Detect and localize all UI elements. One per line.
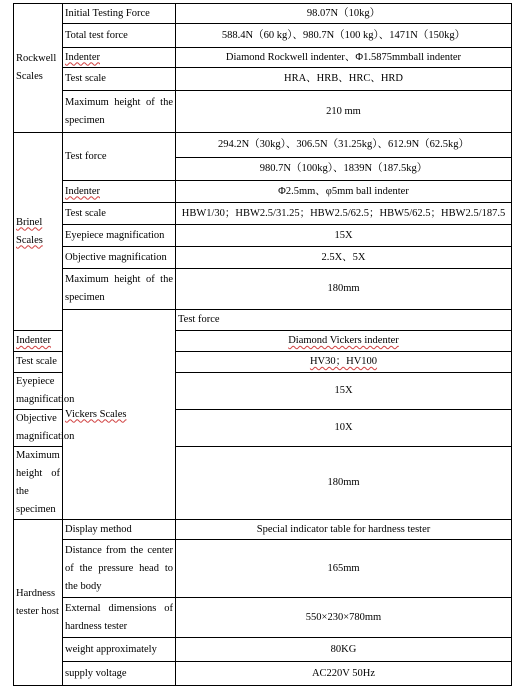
group-brinel: Brinel Scales xyxy=(14,133,63,331)
row-value: HRA、HRB、HRC、HRD xyxy=(176,68,512,91)
row-value: 980.7N（100kg）、1839N（187.5kg） xyxy=(176,158,512,181)
row-value: 98.07N（10kg） xyxy=(176,4,512,24)
table-row xyxy=(14,24,512,48)
table-row xyxy=(14,310,512,331)
row-label: Total test force xyxy=(63,24,176,48)
row-value: 2.5X、5X xyxy=(176,247,512,269)
row-label: Eyepiece magnification xyxy=(14,373,63,410)
row-value: Φ2.5mm、φ5mm ball indenter xyxy=(176,181,512,203)
row-value: AC220V 50Hz xyxy=(176,662,512,686)
table-row xyxy=(14,4,512,24)
table-row xyxy=(14,662,512,686)
row-value: 180mm xyxy=(176,269,512,310)
table-row xyxy=(14,540,512,598)
row-label xyxy=(63,48,176,68)
table-row xyxy=(14,269,512,310)
row-value: 15X xyxy=(176,225,512,247)
table-row xyxy=(14,68,512,91)
row-label: Objective magnification xyxy=(14,410,63,447)
row-value: Diamond Rockwell indenter、Φ1.5875mmball indenter xyxy=(176,48,512,68)
row-value: HBW1/30；HBW2.5/31.25；HBW2.5/62.5；HBW5/62.5；HBW2.5/187.5 xyxy=(176,203,512,225)
table-row xyxy=(14,181,512,203)
row-label: Display method xyxy=(63,520,176,540)
row-value: 588.4N（60 kg）、980.7N（100 kg）、1471N（150kg） xyxy=(176,24,512,48)
indenter-label: Indenter xyxy=(65,51,100,63)
table-row xyxy=(14,225,512,247)
row-value: 294.2N（30kg）、306.5N（31.25kg）、612.9N（62.5kg） xyxy=(176,133,512,158)
row-value: Diamond Vickers indenter xyxy=(176,331,512,352)
row-value: 550×230×780mm xyxy=(176,598,512,638)
row-value: 180mm xyxy=(176,447,512,520)
row-label: weight approximately xyxy=(63,638,176,662)
row-label xyxy=(14,331,63,352)
table-row xyxy=(14,247,512,269)
row-value: HV30；HV100 xyxy=(176,352,512,373)
row-value: 80KG xyxy=(176,638,512,662)
table-row xyxy=(14,203,512,225)
group-host: Hardness tester host xyxy=(14,520,63,686)
table-row xyxy=(14,91,512,133)
row-value: 10X xyxy=(176,410,512,447)
indenter-label: Indenter xyxy=(65,185,100,197)
row-label: Test scale xyxy=(63,203,176,225)
row-label: External dimensions of hardness tester xyxy=(63,598,176,638)
table-row xyxy=(14,133,512,158)
row-value: 15X xyxy=(176,373,512,410)
row-label: Test force xyxy=(63,133,176,181)
row-value: 210 mm xyxy=(176,91,512,133)
spec-table xyxy=(13,3,512,686)
row-label: Eyepiece magnification xyxy=(63,225,176,247)
row-label: Test scale xyxy=(63,68,176,91)
group-rockwell: Rockwell Scales xyxy=(14,4,63,133)
row-value: Special indicator table for hardness tester xyxy=(176,520,512,540)
row-label xyxy=(63,181,176,203)
row-label: Maximum height of the specimen xyxy=(63,269,176,310)
group-vickers: Vickers Scales xyxy=(63,310,176,520)
table-row xyxy=(14,638,512,662)
row-label: Objective magnification xyxy=(63,247,176,269)
row-value: 165mm xyxy=(176,540,512,598)
row-label: Maximum height of the specimen xyxy=(14,447,63,520)
table-row xyxy=(14,48,512,68)
row-label: Test scale xyxy=(14,352,63,373)
row-label: supply voltage xyxy=(63,662,176,686)
table-row xyxy=(14,598,512,638)
table-row xyxy=(14,520,512,540)
row-label: Maximum height of the specimen xyxy=(63,91,176,133)
row-label: Initial Testing Force xyxy=(63,4,176,24)
row-label: Test force xyxy=(176,310,512,331)
indenter-label: Indenter xyxy=(16,335,51,346)
row-label: Distance from the center of the pressure head to the body xyxy=(63,540,176,598)
